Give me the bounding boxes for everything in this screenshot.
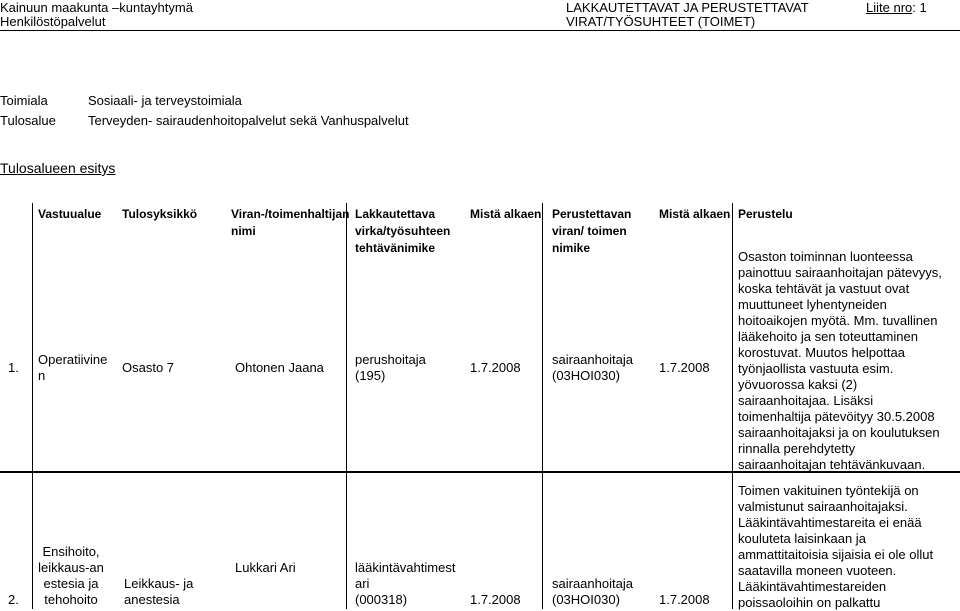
col-divider: [732, 203, 733, 609]
cell-line: painottuu sairaanhoitajan pätevyys,: [738, 265, 942, 280]
th-perustettavan-line: Perustettavan: [552, 207, 632, 221]
cell-perustelu: [738, 249, 942, 473]
cell-line: sairaanhoitajaa. Lisäksi: [738, 393, 874, 408]
cell-line: työnjaollista vastuuta esim.: [738, 361, 894, 376]
cell-tulosyksikko: Osasto 7: [122, 360, 175, 375]
appendix-label: [866, 0, 927, 15]
row-number: 2.: [8, 592, 19, 607]
cell-nimi: Ohtonen Jaana: [235, 360, 324, 375]
cell-alkaen-1: 1.7.2008: [470, 592, 521, 607]
cell-line: Toimen vakituinen työntekijä on: [738, 483, 919, 498]
cell-line: muuttuneet lyhentyneiden: [738, 297, 887, 312]
header-unit: Henkilöstöpalvelut: [0, 14, 106, 29]
cell-line: (03HOI030): [552, 368, 620, 383]
cell-line: Lääkintävahtimestareiden: [738, 579, 887, 594]
toimiala-value: Sosiaali- ja terveystoimiala: [88, 93, 242, 108]
cell-nimi: Lukkari Ari: [235, 560, 296, 575]
th-tulosyksikko: Tulosyksikkö: [122, 207, 198, 221]
row-number: 1.: [8, 360, 19, 375]
cell-line: Ensihoito,: [42, 544, 100, 559]
th-lakkautettava-line: tehtävänimike: [355, 241, 436, 255]
cell-line: (195): [355, 368, 386, 383]
th-perustelu: Perustelu: [738, 207, 793, 221]
cell-line: sairaanhoitaja: [552, 576, 633, 591]
cell-line: tehohoito: [44, 592, 98, 607]
col-divider: [32, 203, 33, 609]
cell-line: rinnalla perehdytetty: [738, 441, 856, 456]
cell-vastuualue: [38, 544, 104, 608]
cell-line: yövuorossa kaksi (2): [738, 377, 858, 392]
cell-vastuualue: [38, 352, 107, 384]
cell-lakkautettava: [355, 560, 455, 608]
cell-line: Lääkintävahtimestareita ei enää: [738, 515, 922, 530]
header-org: Kainuun maakunta –kuntayhtymä: [0, 0, 193, 15]
cell-line: ammattitaitoisia sijaisia ei ole ollut: [738, 547, 934, 562]
cell-perustettava: [552, 352, 633, 384]
th-lakkautettava: [355, 206, 450, 257]
cell-line: lääkintävahtimest: [355, 560, 456, 575]
appendix-label-text: Liite nro: [866, 0, 913, 15]
tulosalue-value: Terveyden- sairaudenhoitopalvelut sekä Vanhuspalvelut: [88, 113, 409, 128]
cell-line: korostuvat. Muutos helpottaa: [738, 345, 905, 360]
cell-line: hoitoaikojen myötä. Mm. tuvallinen: [738, 313, 938, 328]
section-title: Tulosalueen esitys: [0, 160, 116, 176]
cell-line: kouluteta laisinkaan ja: [738, 531, 866, 546]
appendix-number: : 1: [912, 0, 927, 15]
cell-line: (000318): [355, 592, 408, 607]
th-perustettavan-line: viran/ toimen: [552, 224, 627, 238]
th-mista-alkaen-1: Mistä alkaen: [470, 207, 542, 221]
col-divider: [346, 203, 347, 609]
cell-perustettava: [552, 576, 633, 608]
cell-perustelu: [738, 483, 933, 611]
cell-lakkautettava: [355, 352, 426, 384]
cell-line: Osaston toiminnan luonteessa: [738, 249, 913, 264]
th-perustettavan-line: nimike: [552, 241, 591, 255]
cell-line: anestesia: [124, 592, 180, 607]
cell-line: sairaanhoitaja: [552, 352, 633, 367]
cell-alkaen-1: 1.7.2008: [470, 360, 521, 375]
col-divider: [542, 203, 543, 609]
cell-alkaen-2: 1.7.2008: [659, 360, 710, 375]
cell-line: sairaanhoitajan tehtävänkuvaan.: [738, 457, 926, 472]
cell-line: Operatiivine: [38, 352, 108, 367]
cell-line: saatavilla moneen vuoteen.: [738, 563, 897, 578]
cell-line: koska tehtävät ja vastuut ovat: [738, 281, 910, 296]
cell-line: perushoitaja: [355, 352, 426, 367]
cell-line: Leikkaus- ja: [124, 576, 194, 591]
cell-line: ari: [355, 576, 370, 591]
th-viranhaltija-line: Viran-/toimenhaltijan: [231, 207, 350, 221]
th-mista-alkaen-2: Mistä alkaen: [659, 207, 731, 221]
cell-line: (03HOI030): [552, 592, 620, 607]
cell-line: n: [38, 368, 46, 383]
cell-line: valmistunut sairaanhoitajaksi.: [738, 499, 908, 514]
cell-alkaen-2: 1.7.2008: [659, 592, 710, 607]
toimiala-label: Toimiala: [0, 93, 48, 108]
th-perustettavan: [552, 206, 631, 257]
cell-line: toimenhaltija pätevöityy 30.5.2008: [738, 409, 935, 424]
th-vastuualue: Vastuualue: [38, 207, 102, 221]
cell-line: lääkehoito ja sen toteuttaminen: [738, 329, 918, 344]
tulosalue-label: Tulosalue: [0, 113, 56, 128]
th-lakkautettava-line: Lakkautettava: [355, 207, 436, 221]
header-title-1: LAKKAUTETTAVAT JA PERUSTETTAVAT: [566, 0, 809, 15]
header-rule: [0, 30, 960, 31]
th-viranhaltija-line: nimi: [231, 224, 256, 238]
cell-line: sairaanhoitajaksi ja on koulutuksen: [738, 425, 940, 440]
cell-line: poissaoloihin on palkattu: [738, 595, 881, 610]
th-viranhaltija: [231, 206, 349, 240]
cell-line: estesia ja: [43, 576, 99, 591]
cell-tulosyksikko: [124, 576, 193, 608]
th-lakkautettava-line: virka/työsuhteen: [355, 224, 451, 238]
header-title-2: VIRAT/TYÖSUHTEET (TOIMET): [566, 14, 756, 29]
cell-line: leikkaus-an: [38, 560, 104, 575]
